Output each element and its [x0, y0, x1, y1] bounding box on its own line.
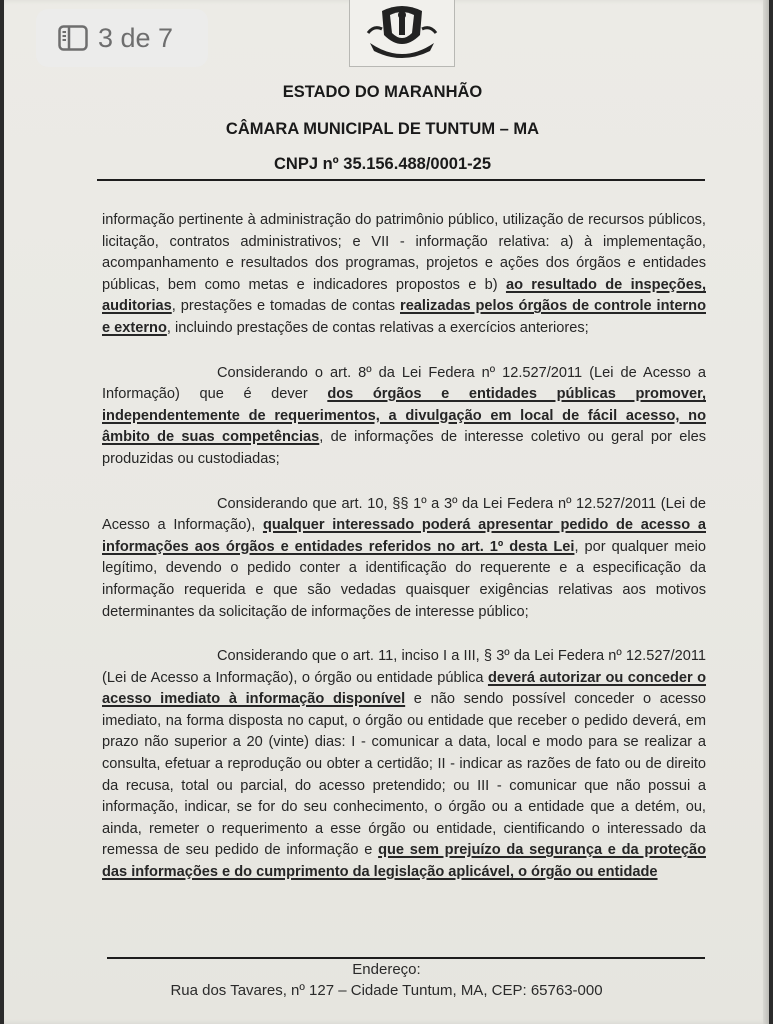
underlined-text-run: ao resultado de inspeções, auditorias: [102, 276, 706, 315]
coat-of-arms-icon: [360, 3, 444, 63]
document-body: [102, 210, 706, 884]
paragraph-2: [102, 363, 706, 471]
text-run: Considerando que o art. 11, inciso I a III, § 3º da Lei Federa nº 12.527/2011 (Lei de Acesso a Informação), o órgão ou entidade pública: [102, 648, 706, 686]
underlined-text-run: realizadas pelos órgãos de controle interno e externo: [102, 298, 706, 336]
text-run: , por qualquer meio legítimo, devendo o pedido conter a identificação do requerente e a especificação da informação requerida e que são vedadas quaisquer exigências relativas aos motivos determinantes da solicitação de informações de interesse público;: [102, 538, 707, 620]
underlined-text-run: qualquer interessado poderá apresentar pedido de acesso a informações aos órgãos e entidades referidos no art. 1º desta Lei: [102, 517, 706, 555]
header-divider: [97, 179, 705, 181]
paragraph-1: [102, 210, 706, 340]
cnpj-number: CNPJ nº 35.156.488/0001-25: [273, 155, 491, 173]
underlined-text-run: que sem prejuízo da segurança e da proteção das informações e do cumprimento da legislação aplicável, o órgão ou entidade: [102, 842, 706, 881]
text-run: e não sendo possível conceder o acesso imediato, na forma disposta no caput, o órgão ou entidade que receber o pedido deverá, em prazo não superior a 20 (vinte) dias: I - comunicar a data, local e modo para se realizar a consulta, efetuar a reprodução ou obter a certidão; II - indicar as razões de fato ou de direito da recusa, total ou parcial, do acesso pretendido; ou III - comunicar que não possui a informação, indicar, se for do seu conhecimento, o órgão ou a entidade que a detém, ou, ainda, remeter o requerimento a esse órgão ou entidade, cientificando o interessado da remessa de seu pedido de informação e: [102, 691, 706, 859]
page-counter-text: 3 de 7: [98, 22, 174, 53]
text-run: , de informações de interesse coletivo ou geral por eles produzidas ou custodiadas;: [102, 429, 706, 467]
footer-address: Rua dos Tavares, nº 127 – Cidade Tuntum, MA, CEP: 65763-000: [170, 982, 603, 999]
text-run: Considerando que art. 10, §§ 1º a 3º da Lei Federa nº 12.527/2011 (Lei de Acesso a Informação),: [102, 495, 706, 534]
page-edge-shadow: [763, 0, 769, 1024]
footer-divider: [107, 957, 705, 959]
underlined-text-run: dos órgãos e entidades públicas promover, independentemente de requerimentos, a divulgação em local de fácil acesso, no âmbito de suas competências: [102, 386, 706, 446]
footer-label: Endereço:: [352, 961, 421, 978]
paragraph-4: [102, 646, 706, 884]
page-counter-badge[interactable]: [36, 9, 208, 67]
paragraph-3: [102, 494, 706, 624]
text-run: , incluindo prestações de contas relativas a exercícios anteriores;: [166, 319, 589, 336]
text-run: informação pertinente à administração do patrimônio público, utilização de recursos públicos, licitação, contratos administrativos; e VII - informação relativa: a) à implementação, acompanhamento e resultados dos programas, projetos e ações dos órgãos e entidades públicas, bem como metas e indicadores propostos e b): [102, 212, 706, 293]
coat-of-arms-logo: [349, 0, 455, 67]
chamber-name: CÂMARA MUNICIPAL DE TUNTUM – MA: [225, 120, 540, 138]
state-name: ESTADO DO MARANHÃO: [282, 83, 483, 101]
document-page: [4, 0, 769, 1024]
underlined-text-run: deverá autorizar ou conceder o acesso imediato à informação disponível: [102, 669, 707, 708]
text-run: , prestações e tomadas de contas: [171, 298, 401, 315]
sidebar-panel-icon: [58, 25, 88, 51]
text-run: Considerando o art. 8º da Lei Federa nº 12.527/2011 (Lei de Acesso a Informação) que é dever: [102, 364, 706, 403]
